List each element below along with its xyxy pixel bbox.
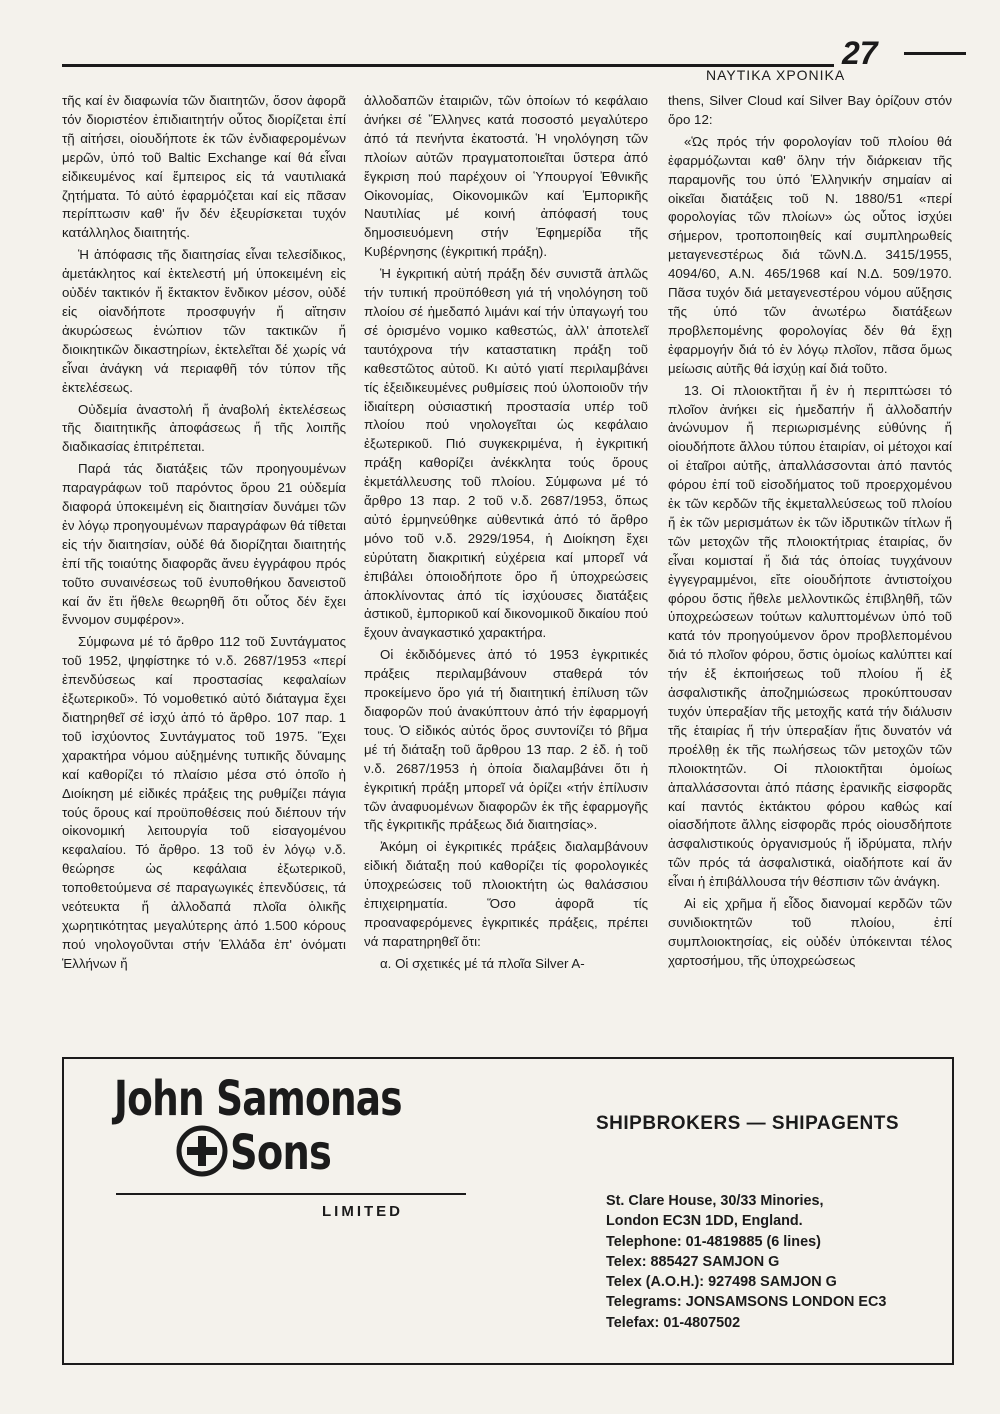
contact-line: Telegrams: JONSAMSONS LONDON EC3	[606, 1294, 887, 1311]
company-limited: LIMITED	[322, 1203, 403, 1220]
paragraph: Οὐδεμία ἀναστολή ἤ ἀναβολή ἐκτελέσεως τῆς διαιτητικῆς ἀποφάσεως ἤ τῆς λοιπῆς διαδικασίας ἐπιτρέπεται.	[62, 401, 346, 455]
paragraph: α. Οἱ σχετικές μέ τά πλοῖα Silver A-	[380, 955, 585, 971]
paragraph: 13. Οἱ πλοιοκτῆται ἤ ἐν ἡ περιπτώσει τό πλοῖον ἀνήκει εἰς ἡμεδαπήν ἤ ἀλλοδαπήν ἀνώνυμον ἤ περιωρισμένης εὐθύνης ἤ οἱουδήποτε ἄλλου τύπου ἑταιρίαν, οἱ μέτοχοι καί οἱ ἑταῖροι αὐτῆς, ἀπαλλάσσονται ἀπό παντός φόρου ἐπί τοῦ εἰσοδήματος τοῦ προερχομένου ἐκ τῶν κερδῶν τῆς ἐκμεταλλεύσεως τοῦ πλοίου ἤ ἐκ τῶν μερισμάτων ἐκ τῶν ἰδρυτικῶν τίτλων ἤ τῶν μετοχῶν τῆς πλοιοκτήτριας ἑταιρίας, ὅν εἶναι κομισταί ἤ διά τάς ὁποίας τυγχάνουν ἐγγεγραμμένοι, εἴτε οἱουδήποτε ἀντιστοίχου φόρου ὅστις ἤθελε μελλοντικῶς ἐπιβληθῆ, τῶν ὑποχρεώσεων τούτων καλυπτομένων ὑπό τοῦ κατά τόν προηγούμενον ὅρον προβλεπομένου διά τό πλοῖον φόρου, ὅστις ὁμοίως καλύπτει καί τήν ἐξ ἐκποιήσεως τοῦ πλοίου ἤ ἐξ ἀσφαλιστικῆς ἀποζημιώσεως προκύπτουσαν τυχόν ὑπεραξίαν τῆς μετοχῆς κατά τήν διάλυσιν τῆς ἑταιρίας ἤ τήν ὑπεραξίαν ἥτις δυνατόν νά προέλθῃ ἐκ τῆς πωλήσεως τῶν μετοχῶν τῶν πλοιοκτητῶν. Οἱ πλοιοκτῆται ὁμοίως ἀπαλλάσσονται ἀπό πάσης ἐρανικῆς εἰσφορᾶς καί παντός ἐκτάκτου φόρου καθώς καί οἱασδήποτε ἄλλης εἰσφορᾶς πρός οἱουσδήποτε ἀσφαλιστικούς ὀργανισμούς ἤ ἱδρύματα, πλήν τῶν πρός τά ἀσφαλιστικά, οἱαδήποτε καί ἄν εἶναι ἡ ἐπιβάλλουσα τήν θέσπισιν τῶν ἀνάγκη.	[668, 382, 952, 890]
contact-details	[606, 1191, 886, 1333]
paragraph: τῆς καί ἐν διαφωνία τῶν διαιτητῶν, ὅσον ἀφορᾶ τόν διοριστέον ἐπιδιαιτητήν οὗτος διορίζεται ἐπί τῇ αἰτήσει, οἱουδήποτε ἐκ τῶν ἐνδιαφερομένων μερῶν, ὑπό τοῦ Baltic Exchange καί θά εἶναι εἰδικευμένος καί ἔμπειρος εἰς τά ναυτιλιακά ζητήματα. Τό αὐτό ἐφαρμόζεται καί εἰς πᾶσαν περίπτωσιν καθ' ἥν δέν ἐξευρίσκεται τυχόν κατάλληλος διαιτητής.	[62, 93, 346, 241]
contact-line: Telefax: 01-4807502	[606, 1314, 741, 1331]
plus-circle-icon	[176, 1125, 228, 1177]
contact-line: Telex (A.O.H.): 927498 SAMJON G	[606, 1274, 837, 1291]
paragraph: thens, Silver Cloud καί Silver Bay ὁρίζουν στόν ὅρο 12:	[668, 93, 952, 127]
company-name: John Samonas	[114, 1071, 402, 1127]
ad-tagline: SHIPBROKERS — SHIPAGENTS	[596, 1113, 900, 1134]
paragraph: Σύμφωνα μέ τό ἄρθρο 112 τοῦ Συντάγματος τοῦ 1952, ψηφίστηκε τό ν.δ. 2687/1953 «περί ἐπενδύσεως καί προστασίας κεφαλαίων ἐξωτερικοῦ». Τό νομοθετικό αὐτό διάταγμα ἔχει διατηρηθεῖ σέ ἰσχύ ἀπό τό ἄρθρο. 107 παρ. 1 τοῦ ἰσχύοντος Συντάγματος τοῦ 1975. Ἔχει χαρακτήρα νόμου αὐξημένης τυπικῆς δύναμης καί καθορίζει τό πλαίσιο μέσα στό ὁποῖο ἡ Διοίκηση μέ εἰδικές πράξεις της ρυθμίζει πάγια τούς ὅρους καί προϋποθέσεις πού διέπουν τήν οἰκονομική λειτουργία τοῦ εἰσαγομένου κεφαλαίου. Τό ἄρθρο. 13 τοῦ ἐν λόγῳ ν.δ. θεώρησε ὡς κεφάλαια ἐξωτερικοῦ, τοποθετούμενα σέ παραγωγικές ἐπενδύσεις, τά νεότευκτα ἤ ἀλλοδαπά πλοῖα ὁλικῆς χωρητικότητας μεγαλύτερης ἀπό 1.500 κόρους πού νηολογοῦνται στήν Ἑλλάδα ἐπ' ὀνόματι Ἑλλήνων ἤ	[62, 634, 346, 971]
article-column-1	[62, 92, 346, 977]
article-column-2	[364, 92, 648, 977]
header-rule-right	[904, 52, 966, 55]
paragraph: Αἱ εἰς χρῆμα ἤ εἶδος διανομαί κερδῶν τῶν συνιδιοκτητῶν τοῦ πλοίου, ἐπί συμπλοιοκτησίας, εἰς οὐδέν ὑπόκεινται τέλος χαρτοσήμου, τῆς ὑποχρεώσεως	[668, 896, 952, 968]
company-name-sons: Sons	[230, 1125, 332, 1181]
logo-rule	[116, 1193, 466, 1195]
contact-line: Telephone: 01-4819885 (6 lines)	[606, 1233, 821, 1250]
paragraph: Ἡ ἀπόφασις τῆς διαιτησίας εἶναι τελεσίδικος, ἀμετάκλητος καί ἐκτελεστή μή ὑποκειμένη εἰς οὐδέν τακτικόν ἤ ἔκτακτον ἔνδικον μέσον, οὐδέ εἰς οἱανδήποτε προσφυγήν ἤ αἴτησιν ἀκυρώσεως ἐνώπιον τῶν τακτικῶν ἤ διοικητικῶν δικαστηρίων, ἐκτελεῖται δέ χωρίς νά εἶναι ἀνάγκη νά περιαφθῆ τόν τύπον τῆς ἐκτελέσεως.	[62, 247, 346, 395]
magazine-name: ΝΑΥΤΙΚΑ ΧΡΟΝΙΚΑ	[706, 67, 846, 83]
article-column-3	[668, 92, 952, 974]
paragraph: ἀλλοδαπῶν ἑταιριῶν, τῶν ὁποίων τό κεφάλαιο ἀνήκει σέ Ἕλληνες κατά ποσοστό μεγαλύτερο ἀπό τά πενήντα ἑκατοστά. Ἡ νηολόγηση τῶν πλοίων αὐτῶν πραγματοποιεῖται ὕστερα ἀπό ἔγκριση πού παρέχουν οἱ Ὑπουργοί Ἐθνικῆς Οἰκονομίας, Οἰκονομικῶν καί Ἐμπορικῆς Ναυτιλίας μέ κοινή ἀπόφασή τους δημοσιευόμενη στήν Ἐφημερίδα τῆς Κυβέρνησης (ἐγκριτική πράξη).	[364, 93, 648, 260]
contact-line: London EC3N 1DD, England.	[606, 1213, 803, 1230]
paragraph: Οἱ ἐκδιδόμενες ἀπό τό 1953 ἐγκριτικές πράξεις περιλαμβάνουν σταθερά τόν προκείμενο ὅρο γιά τή διαιτητική ἐπίλυση τῶν διαφορῶν πού ἀνακύπτουν ἀπό τήν ἐφαρμογή τους. Ὁ εἰδικός αὐτός ὅρος συντονίζει τό βῆμα μέ τή διάταξη τοῦ ἄρθρου 13 παρ. 2 ἐδ. ἡ τοῦ ν.δ. 2687/1953 ἡ ὁποία διαλαμβάνει ὅτι ἡ ἐγκριτική πράξη μπορεῖ νά ὁρίζει «τήν ἐπίλυσιν τῶν ἀναφυομένων διαφορῶν ἐκ τῆς ἐφαρμογῆς τῆς ἐγκριτικῆς πράξεως διά διαιτησίας».	[364, 647, 648, 833]
paragraph: Ἡ ἐγκριτική αὐτή πράξη δέν συνιστᾶ ἁπλῶς τήν τυπική προϋπόθεση γιά τή νηολόγηση τοῦ πλοίου σέ ἡμεδαπό λιμάνι καί τήν ὑπαγωγή του σέ ὁρισμένο νομικο καθεστώς, ἀλλ' ἀποτελεῖ ταυτόχρονα τήν καταστατικη πράξη τοῦ καθεστῶτος αὐτοῦ. Κι αὐτό γιατί περιλαμβάνει τίς ἐξειδικευμένες ρυθμίσεις πού ὑλοποιοῦν τήν ἰδιαίτερη οὐσιαστική προστασία υπέρ τοῦ πλοίου πού νηολογεῖται ὡς κεφάλαιο ἐξωτερικοῦ. Πιό συγκεκριμένα, ἡ ἐγκριτική πράξη καθορίζει ἀνέκκλητα τούς ὅρους ἐκμετάλλευσης τοῦ πλοίου. Σύμφωνα μέ τό ἄρθρο 13 παρ. 2 τοῦ ν.δ. 2687/1953, ὅπως αὐτό ἑρμηνεύθηκε αὐθεντικά ἀπό τό ἄρθρο μόνο τοῦ ν.δ. 2929/1954, ἡ Διοίκηση ἔχει εὐρύτατη διακριτική εὐχέρεια καί μπορεῖ νά ἐπιβάλει ὁποιοδήποτε ὅρο ἤ ὑποχρεώσεις ἀποκλίνοντας ἀπό τίς ἰσχύουσες διατάξεις ἀστικοῦ, ἐμπορικοῦ καί δικονομικοῦ δικαίου πού ἔχουν ἀναγκαστικό χαρακτήρα.	[364, 266, 648, 641]
paragraph: «Ὡς πρός τήν φορολογίαν τοῦ πλοίου θά ἐφαρμόζωνται καθ' ὅλην τήν διάρκειαν τῆς παραμονῆς του ὑπό Ἑλληνικήν σημαίαν αἱ οἰκεῖαι διατάξεις τοῦ Ν. 1880/51 «περί φορολογίας τῶν πλοίων» ὡς οὗτος ἰσχύει σήμερον, τροποποιηθείς καί συμπληρωθείς μεταγενεστέρως διά τῶνΝ.Δ. 3415/1955, 4094/60, Α.Ν. 465/1968 καί Ν.Δ. 509/1970. Πᾶσα τυχόν διά μεταγενεστέρου νόμου αὔξησις τῆς ὑπό τῶν ἀνωτέρω διατάξεων προβλεπομένης φορολογίας δέν θά ἔχῃ ἐφαρμογήν διά τό ἐν λόγῳ πλοῖον, πᾶσα ὅμως μείωσις αὐτῆς θά ἰσχύῃ καί διά τοῦτο.	[668, 133, 952, 376]
paragraph: Παρά τάς διατάξεις τῶν προηγουμένων παραγράφων τοῦ παρόντος ὅρου 21 οὐδεμία διαφορά ὑποκειμένη εἰς διαιτησίαν δυνάμει τῶν ἐν λόγῳ προηγουμένων παραγράφων θά τίθεται εἰς τήν διαιτησίαν, οὐδέ θά διορίζηται διαιτητής ἐπί τῆς τοιαύτης διαφορᾶς ἄνευ ἐγγράφου πρός τοῦτο συναινέσεως τοῦ ἐνυποθήκου δανειστοῦ καί ἄν ἔτι ἤθελε θεωρηθῆ ὅτι οὗτος δέν ἔχει ἔννομον συμφέρον».	[62, 461, 346, 628]
paragraph: Ἀκόμη οἱ ἐγκριτικές πράξεις διαλαμβάνουν εἰδική διάταξη πού καθορίζει τίς φορολογικές ὑποχρεώσεις τοῦ πλοιοκτήτη ὡς θαλάσσιου ἐπιχειρηματία. Ὅσο ἀφορᾶ τίς προαναφερόμενες ἐγκριτικές πράξεις, πρέπει νά παρατηρηθεῖ ὅτι:	[364, 839, 648, 949]
contact-line: Telex: 885427 SAMJON G	[606, 1253, 780, 1270]
advertisement-box	[62, 1057, 954, 1365]
contact-line: St. Clare House, 30/33 Minories,	[606, 1193, 824, 1209]
page-number: 27	[842, 35, 878, 71]
